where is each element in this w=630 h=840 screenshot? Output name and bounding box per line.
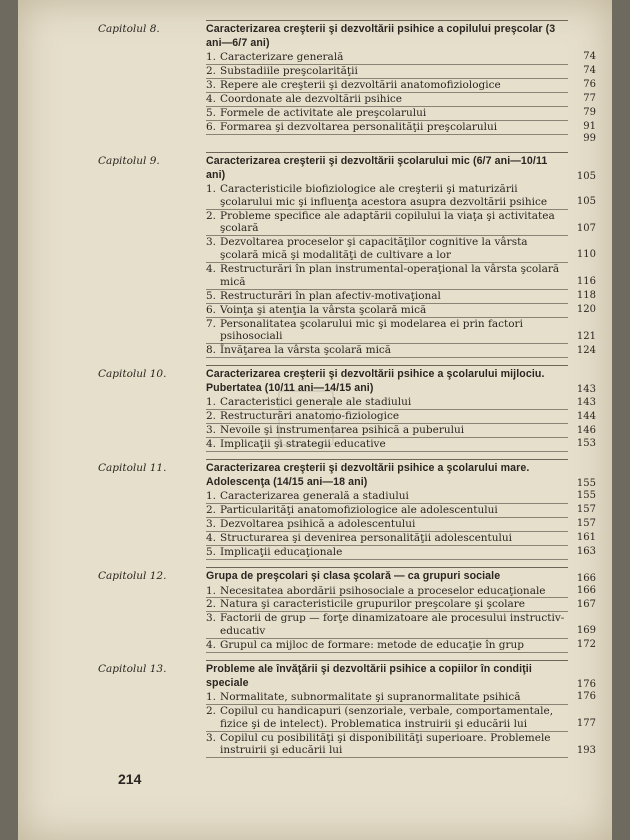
entry-page-number: 143 [576, 396, 596, 408]
chapter-entries [206, 183, 596, 358]
entry-number: 7. [206, 317, 217, 330]
entry-text: Implicaţii şi strategii educative [220, 438, 386, 451]
entry-number: 1. [206, 691, 217, 704]
chapter-body [206, 152, 596, 358]
toc-entry [206, 612, 596, 639]
entry-text: Restructurări în plan afectiv-motivaţional [220, 289, 441, 302]
chapter-page-number: 166 [576, 572, 596, 584]
entry-text: Formele de activitate ale preşcolarului [220, 106, 427, 119]
chapter-body [206, 459, 596, 560]
chapter-body [206, 567, 596, 653]
entry-number: 2. [206, 64, 217, 77]
entry-number: 4. [206, 639, 217, 652]
chapter-label: Capitolul 10. [98, 368, 167, 381]
chapter-body [206, 365, 596, 452]
entry-page-number: 107 [576, 222, 596, 234]
entry-page-number: 144 [576, 410, 596, 422]
entry-number: 1. [206, 584, 217, 597]
entry-text: Coordonate ale dezvoltării psihice [220, 92, 403, 105]
chapter-title: Probleme ale învăţării şi dezvoltării psihice a copiilor în condiţii speciale [206, 663, 532, 689]
entry-page-number: 167 [576, 598, 596, 610]
entry-number: 1. [206, 396, 217, 409]
entry-page-number: 193 [576, 744, 596, 756]
entry-text: Caracterizarea generală a stadiului [220, 490, 409, 503]
chapter-page-number: 176 [576, 679, 596, 691]
entry-number: 2. [206, 705, 217, 718]
entry-text: Nevoile şi instrumentarea psihică a puberului [220, 424, 465, 437]
toc-entry [206, 518, 596, 532]
chapter-entries [206, 396, 596, 452]
toc-entry [206, 64, 596, 79]
chapter-title-row [206, 663, 596, 691]
toc-entry [206, 731, 596, 759]
entry-text: Copilul cu handicapuri (senzoriale, verbale, comportamentale, fizice şi de intelect). Problematica instruirii şi educării lui [220, 705, 554, 730]
entry-number: 4. [206, 263, 217, 276]
chapter-page-number: 143 [576, 384, 596, 396]
entry-text: Natura şi caracteristicile grupurilor preşcolare şi şcolare [220, 598, 526, 611]
chapter-entries [206, 691, 596, 758]
toc-entry [206, 209, 596, 237]
entry-text: Formarea şi dezvoltarea personalităţii preşcolarului [220, 120, 498, 133]
entry-number: 3. [206, 236, 217, 249]
entry-page-number: 124 [576, 344, 596, 356]
entry-number: 3. [206, 78, 217, 91]
toc-entry [206, 639, 596, 653]
chapter-label: Capitolul 12. [98, 570, 167, 582]
toc-entry [206, 691, 596, 705]
chapter-label: Capitolul 11. [98, 462, 167, 475]
entry-page-number: 157 [576, 518, 596, 530]
entry-number: 2. [206, 209, 217, 222]
toc-entry [206, 532, 596, 546]
entry-page-number: 169 [576, 625, 596, 637]
chapter-block [98, 459, 598, 560]
entry-number: 4. [206, 438, 217, 451]
toc-entry [206, 289, 596, 304]
entry-text: Grupul ca mijloc de formare: metode de educaţie în grup [220, 639, 525, 652]
entry-page-number: 146 [576, 424, 596, 436]
chapter-entries [206, 51, 596, 145]
entry-text: Normalitate, subnormalitate şi supranormalitate psihică [220, 691, 521, 704]
chapter-block [98, 567, 598, 653]
chapter-title-row [206, 155, 596, 183]
toc-trailing-row [206, 132, 596, 145]
entry-text: Dezvoltarea proceselor şi capacităţilor cognitive la vârsta şcolară mică şi modalităţi de cultivare a lor [220, 236, 528, 262]
chapter-title-row [206, 368, 596, 396]
entry-page-number: 91 [583, 121, 596, 133]
chapter-page-number: 155 [576, 478, 596, 490]
chapter-entries [206, 490, 596, 560]
entry-number: 5. [206, 106, 217, 119]
entry-page-number: 155 [576, 490, 596, 502]
entry-page-number: 77 [583, 93, 596, 105]
entry-text: Restructurări în plan instrumental-operaţional la vârsta şcolară mică [220, 263, 560, 288]
entry-number: 1. [206, 51, 217, 63]
entry-text: Restructurări anatomo-fiziologice [220, 410, 400, 423]
entry-page-number: 110 [576, 249, 596, 261]
toc-entry [206, 183, 596, 210]
entry-text: Personalitatea şcolarului mic şi modelarea ei prin factori psihosociali [220, 317, 523, 343]
entry-number: 6. [206, 120, 217, 133]
chapter-label: Capitolul 13. [98, 663, 167, 676]
chapter-body [206, 20, 596, 145]
toc-entry [206, 598, 596, 612]
entry-text: Voinţa şi atenţia la vârsta şcolară mică [220, 303, 427, 316]
toc-entry [206, 396, 596, 410]
toc-entry [206, 410, 596, 424]
entry-text: Structurarea şi devenirea personalităţii adolescentului [220, 532, 513, 545]
entry-text: Copilul cu posibilităţi şi disponibilităţi superioare. Problemele instruirii şi educării lui [220, 731, 551, 757]
chapter-label: Capitolul 8. [98, 23, 160, 35]
chapter-title: Grupa de preşcolari şi clasa şcolară — ca grupuri sociale [206, 570, 501, 582]
entry-number: 5. [206, 289, 217, 302]
entry-number: 1. [206, 183, 217, 196]
toc-entry [206, 92, 596, 107]
toc-entry [206, 504, 596, 518]
chapter-title: Caracterizarea creşterii şi dezvoltării psihice a şcolarului mijlociu. Pubertatea (10/11 ani—14/15 ani) [206, 368, 545, 394]
chapter-block [98, 152, 598, 358]
entry-text: Învăţarea la vârsta şcolară mică [220, 344, 392, 357]
toc-entry [206, 236, 596, 263]
toc-entry [206, 317, 596, 345]
book-page [18, 0, 612, 840]
toc-entry [206, 490, 596, 504]
trailing-page-number: 99 [583, 132, 596, 144]
entry-number: 2. [206, 410, 217, 423]
entry-page-number: 161 [576, 532, 596, 544]
entry-number: 2. [206, 504, 217, 517]
entry-page-number: 166 [576, 584, 596, 596]
chapter-page-number: 105 [576, 171, 596, 183]
entry-number: 3. [206, 731, 217, 744]
table-of-contents [98, 20, 598, 765]
entry-page-number: 116 [576, 276, 596, 288]
entry-text: Caracterizare generală [220, 51, 344, 63]
entry-page-number: 157 [576, 504, 596, 516]
entry-text: Caracteristicile biofiziologice ale creşterii şi maturizării şcolarului mic şi influenţa acestora asupra dezvoltării psihice [220, 183, 548, 208]
entry-number: 8. [206, 344, 217, 357]
chapter-title-row [206, 570, 596, 584]
entry-text: Particularităţi anatomofiziologice ale adolescentului [220, 504, 498, 517]
page-number: 214 [118, 771, 142, 787]
chapter-title: Caracterizarea creşterii şi dezvoltării psihice a copilului preşcolar (3 ani—6/7 ani) [206, 23, 556, 49]
toc-entry [206, 344, 596, 358]
entry-number: 6. [206, 303, 217, 316]
chapter-block [98, 20, 598, 145]
chapter-entries [206, 584, 596, 654]
chapter-title: Caracterizarea creşterii şi dezvoltării psihice a şcolarului mare. Adolescenţa (14/15 ani—18 ani) [206, 462, 530, 488]
entry-page-number: 74 [583, 65, 596, 77]
entry-page-number: 176 [576, 691, 596, 703]
entry-number: 2. [206, 598, 217, 611]
toc-entry [206, 263, 596, 290]
entry-number: 3. [206, 518, 217, 531]
toc-entry [206, 303, 596, 318]
entry-text: Caracteristici generale ale stadiului [220, 396, 412, 409]
chapter-body [206, 660, 596, 758]
toc-entry [206, 546, 596, 560]
entry-text: Factorii de grup — forţe dinamizatoare ale procesului instructiv-educativ [220, 612, 565, 638]
chapter-title-row [206, 462, 596, 490]
chapter-label: Capitolul 9. [98, 155, 160, 168]
toc-entry [206, 120, 596, 135]
entry-page-number: 153 [576, 438, 596, 450]
entry-text: Dezvoltarea psihică a adolescentului [220, 518, 416, 531]
chapter-block [98, 660, 598, 758]
entry-page-number: 163 [576, 546, 596, 558]
chapter-block [98, 365, 598, 452]
entry-page-number: 121 [576, 330, 596, 342]
entry-number: 1. [206, 490, 217, 503]
entry-text: Necesitatea abordării psihosociale a proceselor educaţionale [220, 584, 546, 597]
entry-text: Probleme specifice ale adaptării copilului la viaţa şi activitatea şcolară [220, 209, 555, 235]
chapter-title: Caracterizarea creşterii şi dezvoltării şcolarului mic (6/7 ani—10/11 ani) [206, 155, 548, 181]
entry-page-number: 172 [576, 639, 596, 651]
toc-entry [206, 78, 596, 93]
entry-page-number: 120 [576, 303, 596, 315]
entry-text: Substadiile preşcolarităţii [220, 64, 358, 77]
entry-text: Repere ale creşterii şi dezvoltării anatomofiziologice [220, 78, 501, 91]
entry-number: 5. [206, 546, 217, 559]
toc-entry [206, 438, 596, 452]
entry-number: 4. [206, 532, 217, 545]
toc-entry [206, 51, 596, 65]
entry-text: Implicaţii educaţionale [220, 546, 343, 559]
entry-number: 3. [206, 612, 217, 625]
toc-entry [206, 106, 596, 121]
entry-number: 3. [206, 424, 217, 437]
entry-page-number: 118 [576, 290, 596, 301]
entry-page-number: 105 [576, 196, 596, 208]
toc-entry [206, 584, 596, 599]
entry-page-number: 74 [583, 51, 596, 63]
chapter-title-row [206, 23, 568, 50]
toc-entry [206, 424, 596, 438]
entry-number: 4. [206, 92, 217, 105]
toc-entry [206, 705, 596, 732]
entry-page-number: 177 [576, 718, 596, 729]
entry-page-number: 76 [583, 79, 596, 91]
entry-page-number: 79 [583, 107, 596, 119]
